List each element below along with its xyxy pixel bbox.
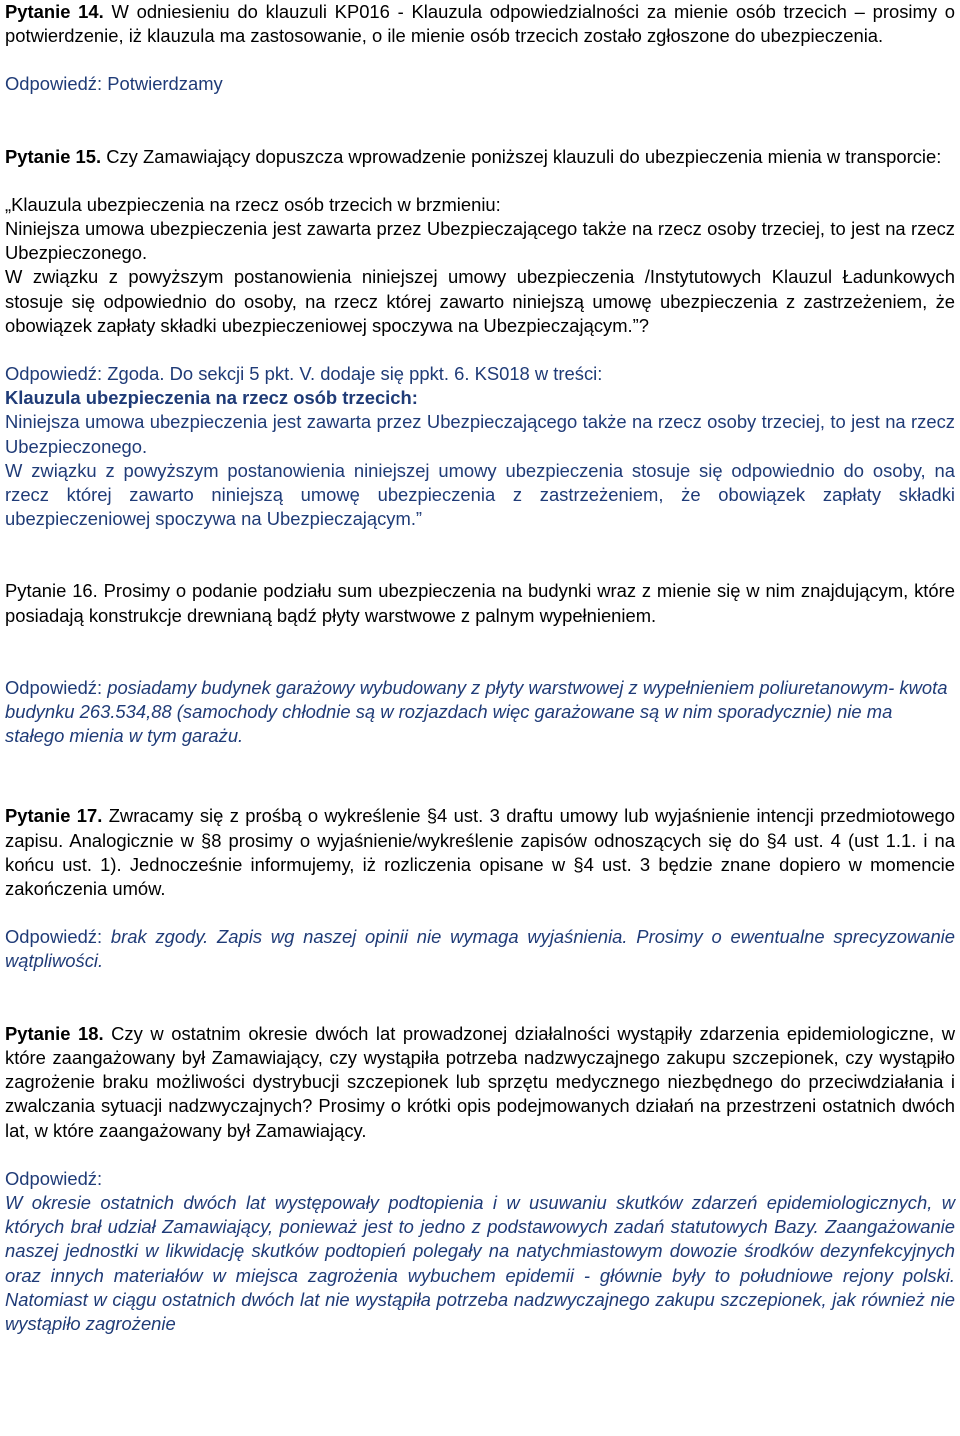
answer-17 xyxy=(5,925,955,973)
answer-15-paragraph-2: W związku z powyższym postanowienia niniejszej umowy ubezpieczenia stosuje się odpowiednio do osoby, na rzecz której zawarto niniejszą umowę ubezpieczenia z zastrzeżeniem, że obowiązek zapłaty składki ubezpieczeniowej spoczywa na Ubezpieczającym.” xyxy=(5,459,955,530)
answer-15-clause-title: Klauzula ubezpieczenia na rzecz osób trzecich: xyxy=(5,387,418,409)
answer-16-label: Odpowiedź: xyxy=(5,676,108,698)
answer-14: Odpowiedź: Potwierdzamy xyxy=(5,73,223,95)
question-17 xyxy=(5,804,955,901)
answer-17-text: brak zgody. Zapis wg naszej opinii nie wymaga wyjaśnienia. Prosimy o ewentualne sprecyzowanie wątpliwości. xyxy=(5,926,956,972)
question-18-text: Czy w ostatnim okresie dwóch lat prowadzonej działalności wystąpiły zdarzenia epidemiologiczne, w które zaangażowany był Zamawiający, czy wystąpiła potrzeba nadzwyczajnego zakupu szczepionek, czy wystąpiło zagrożenie braku możliwości dystrybucji szczepionek lub sprzętu medycznego niezbędnego do przeciwdziałania i zwalczania sytuacji nadzwyczajnych? Prosimy o krótki opis podejmowanych działań na przestrzeni ostatnich dwóch lat, w które zaangażowany był Zamawiający. xyxy=(5,1022,955,1141)
question-16-text: Prosimy o podanie podziału sum ubezpieczenia na budynki wraz z mienie się w nim znajdującym, które posiadają konstrukcje drewnianą bądź płyty warstwowe z palnym wypełnieniem. xyxy=(5,580,955,626)
question-17-label: Pytanie 17. xyxy=(5,805,103,827)
answer-18-text: W okresie ostatnich dwóch lat występowały podtopienia i w usuwaniu skutków zdarzeń epidemiologicznych, w których brał udział Zamawiający, ponieważ jest to jedno z podstawowych zadań statutowych Bazy. Zaangażowanie naszej jednostki w likwidację skutków podtopień polegały na natychmiastowym dowozie środków dezynfekcyjnych oraz innych materiałów w miejsca zagrożenia wybuchem epidemii - głównie były to południowe rejony polski. Natomiast w ciągu ostatnich dwóch lat nie wystąpiła potrzeba nadzwyczajnego zakupu szczepionek, jak również nie wystąpiło zagrożenie xyxy=(5,1191,955,1334)
answer-16 xyxy=(5,676,955,749)
question-14-text: W odniesieniu do klauzuli KP016 - Klauzula odpowiedzialności za mienie osób trzecich – prosimy o potwierdzenie, iż klauzula ma zastosowanie, o ile mienie osób trzecich zostało zgłoszone do ubezpieczenia. xyxy=(5,1,955,47)
answer-15-paragraph-1: Niniejsza umowa ubezpieczenia jest zawarta przez Ubezpieczającego także na rzecz osoby trzeciej, to jest na rzecz Ubezpieczonego. xyxy=(5,411,955,457)
question-18-label: Pytanie 18. xyxy=(5,1022,104,1044)
question-15-text: Czy Zamawiający dopuszcza wprowadzenie poniższej klauzuli do ubezpieczenia mienia w transporcie: xyxy=(101,145,942,167)
answer-17-label: Odpowiedź: xyxy=(5,926,111,948)
answer-16-text: posiadamy budynek garażowy wybudowany z płyty warstwowej z wypełnieniem poliuretanowym- kwota budynku 263.534,88 (samochody chłodnie są w rozjazdach więc garażowane są w nim sporadycznie) nie ma stałego mienia w tym garażu. xyxy=(5,676,948,747)
document-page xyxy=(5,0,955,1336)
question-17-text: Zwracamy się z prośbą o wykreślenie §4 ust. 3 draftu umowy lub wyjaśnienie intencji przedmiotowego zapisu. Analogicznie w §8 prosimy o wyjaśnienie/wykreślenie zapisów odnoszących się do §4 ust. 4 (ust 1.1. i na końcu ust. 1). Jednocześnie informujemy, iż rozliczenia opisane w §4 ust. 3 będzie znane dopiero w momencie zakończenia umów. xyxy=(5,805,956,900)
question-14 xyxy=(5,0,955,48)
quoted-clause-paragraph-2: W związku z powyższym postanowienia niniejszej umowy ubezpieczenia /Instytutowych Klauzul Ładunkowych stosuje się odpowiednio do osoby, na rzecz której zawarto niniejszą umowę ubezpieczenia z zastrzeżeniem, że obowiązek zapłaty składki ubezpieczeniowej spoczywa na Ubezpieczającym.”? xyxy=(5,266,955,336)
answer-15: Odpowiedź: Zgoda. Do sekcji 5 pkt. V. dodaje się ppkt. 6. KS018 w treści: xyxy=(5,363,603,385)
question-16 xyxy=(5,579,955,627)
question-15 xyxy=(5,145,955,169)
question-15-label: Pytanie 15. xyxy=(5,145,102,167)
question-18 xyxy=(5,1022,955,1143)
quoted-clause-title: „Klauzula ubezpieczenia na rzecz osób trzecich w brzmieniu: xyxy=(5,193,501,215)
question-16-label: Pytanie 16. xyxy=(5,580,98,602)
question-14-label: Pytanie 14. xyxy=(5,1,104,22)
answer-18-label: Odpowiedź: xyxy=(5,1167,103,1189)
quoted-clause-paragraph-1: Niniejsza umowa ubezpieczenia jest zawarta przez Ubezpieczającego także na rzecz osoby trzeciej, to jest na rzecz Ubezpieczonego. xyxy=(5,218,955,264)
